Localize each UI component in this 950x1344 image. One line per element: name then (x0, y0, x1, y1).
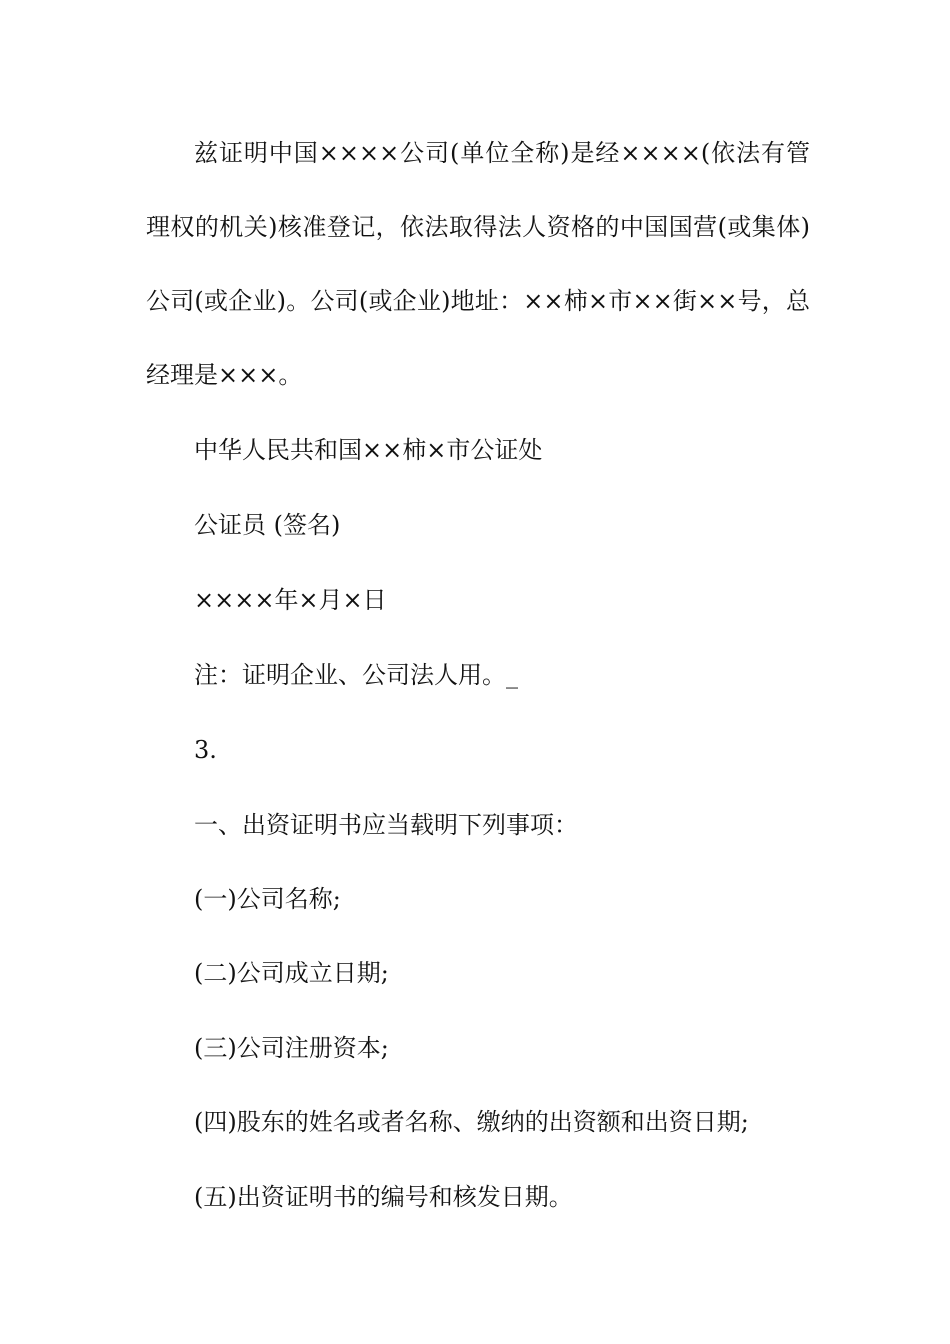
intro-paragraph: 兹证明中国××××公司(单位全称)是经××××(依法有管理权的机关)核准登记，依法取得法人资格的中国国营(或集体)公司(或企业)。公司(或企业)地址：××柿×市××街××号，总经理是×××。 (146, 139, 810, 389)
notary-signature-line: 公证员 (签名) (194, 511, 341, 539)
date-line: ××××年×月×日 (194, 586, 387, 614)
list-item: (四)股东的姓名或者名称、缴纳的出资额和出资日期; (194, 1108, 749, 1136)
note-line: 注：证明企业、公司法人用。_ (194, 661, 518, 689)
section-number: 3. (194, 736, 217, 764)
issuer-line: 中华人民共和国××柿×市公证处 (194, 436, 543, 464)
list-item: (一)公司名称; (194, 885, 341, 913)
list-item: (三)公司注册资本; (194, 1034, 389, 1062)
list-item: (五)出资证明书的编号和核发日期。 (194, 1183, 573, 1211)
section-heading: 一、出资证明书应当载明下列事项： (194, 811, 578, 839)
list-item: (二)公司成立日期; (194, 959, 389, 987)
